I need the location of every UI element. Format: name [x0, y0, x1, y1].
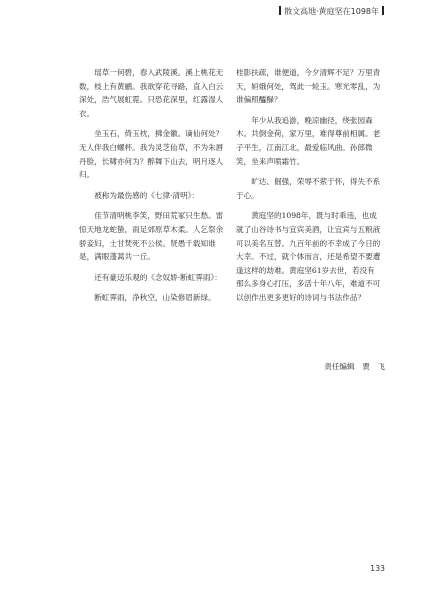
poem-stanza: 年少从我追游，晚凉幽径，绕张园森木。共倒金荷，家万里，难得尊前相属。老子平生，江南江北，最爱临风曲。孙郎微笑，坐来声喷霜竹。 [236, 115, 381, 166]
right-column [236, 66, 381, 312]
poem-stanza: 瑶草一何碧，春入武陵溪。溪上桃花无数，枝上有黄鹂。我欲穿花寻路，直入白云深处，浩气展虹霓。只恐花深里，红露湿人衣。 [79, 68, 224, 118]
poem-stanza: 佳节清明桃李笑，野田荒冢只生愁。雷惊天地龙蛇蛰，雨足郊原草木柔。人乞祭余骄妾妇，士甘焚死不公侯。贤愚千载知谁是，满眼蓬蒿共一丘。 [79, 211, 224, 262]
body-paragraph: 黄庭坚的1098年，既与时乖违，也成就了山谷诗书与宜宾美酒，让宜宾与五粮液可以美名互替。九百年前的不幸成了今日的大幸。不过，就个体而言，还是希望不要遭逢这样的劫难。黄庭坚61岁去世，若没有那么多身心打压，多活十年八年，难道不可以创作出更多更好的诗词与书法作品？ [236, 211, 381, 302]
poem-stanza: 桂影扶疏，谁便道，今夕清辉不足？万里青天，姮娥何处，驾此一轮玉。寒光零乱，为谁偏照醽醁？ [236, 68, 381, 105]
editor-credit: 责任编辑 贾 飞 [324, 362, 385, 371]
poem-intro: 还有豪迈乐观的《念奴娇·断虹霁雨》： [94, 272, 222, 282]
poem-intro: 被称为最伤感的《七律·清明》： [94, 190, 200, 200]
poem-stanza: 坐玉石，倚玉枕，拂金徽。谪仙何处？无人伴我白螺杯。我为灵芝仙草，不为朱唇丹脸，长啸亦何为？醉舞下山去，明月逐人归。 [79, 129, 224, 180]
header-bar-right [382, 6, 384, 15]
running-header [276, 6, 387, 17]
poem-stanza: 断虹霁雨，净秋空，山染修眉新绿。 [94, 293, 216, 303]
left-column [79, 66, 224, 312]
header-title: 散文高地·黄庭坚在1098年 [284, 7, 379, 16]
page-number: 133 [370, 564, 385, 573]
body-paragraph: 旷达、倔强，荣辱不萦于怀，得失不系于心。 [236, 177, 381, 200]
header-bar-left [279, 6, 281, 15]
